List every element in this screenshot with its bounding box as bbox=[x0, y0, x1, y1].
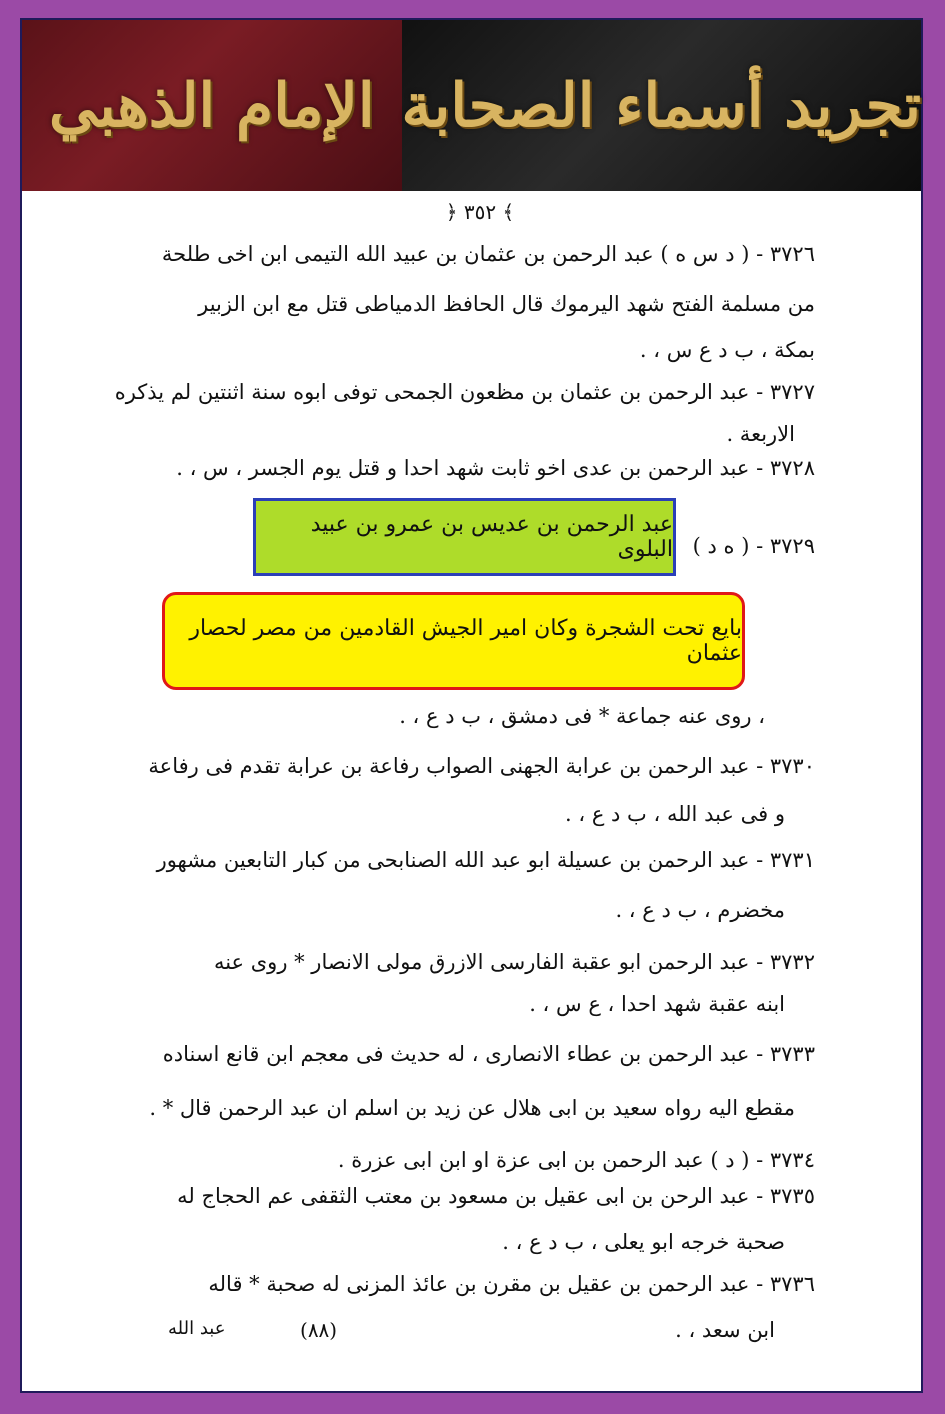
page-number-top: ﴿ ٣٥٢ ﴾ bbox=[445, 200, 515, 224]
highlight-note-box bbox=[162, 592, 745, 690]
text-line: ابن سعد ، . bbox=[675, 1318, 775, 1342]
text-line: مخضرم ، ب د ع ، . bbox=[615, 898, 785, 922]
entry-number: ٣٧٢٩ - ( ه د ) bbox=[692, 534, 815, 558]
text-line: ٣٧٢٦ - ( د س ه ) عبد الرحمن بن عثمان بن عبيد الله التيمى ابن اخى طلحة bbox=[161, 242, 815, 266]
banner-book-title: تجريد أسماء الصحابة bbox=[401, 70, 921, 141]
text-line: ٣٧٣٤ - ( د ) عبد الرحمن بن ابى عزة او ابن ابى عزرة . bbox=[337, 1148, 815, 1172]
page-number-bottom: (٨٨) bbox=[300, 1318, 338, 1342]
text-line: صحبة خرجه ابو يعلى ، ب د ع ، . bbox=[502, 1230, 785, 1254]
text-line: ٣٧٢٨ - عبد الرحمن بن عدى اخو ثابت شهد احدا و قتل يوم الجسر ، س ، . bbox=[176, 456, 815, 480]
text-line: ٣٧٣١ - عبد الرحمن بن عسيلة ابو عبد الله الصنابحى من كبار التابعين مشهور bbox=[156, 848, 815, 872]
banner-author-title: الإمام الذهبي bbox=[48, 70, 375, 141]
text-line: ٣٧٣٣ - عبد الرحمن بن عطاء الانصارى ، له حديث فى معجم ابن قانع اسناده bbox=[162, 1042, 815, 1066]
text-line: ٣٧٣٥ - عبد الرحن بن ابى عقيل بن مسعود بن معتب الثقفى عم الحجاج له bbox=[177, 1184, 815, 1208]
text-line: ابنه عقبة شهد احدا ، ع س ، . bbox=[529, 992, 785, 1016]
text-line: ، روى عنه جماعة * فى دمشق ، ب د ع ، . bbox=[399, 704, 765, 728]
text-line: ٣٧٢٧ - عبد الرحمن بن عثمان بن مظعون الجمحى توفى ابوه سنة اثنتين لم يذكره bbox=[114, 380, 815, 404]
text-line: من مسلمة الفتح شهد اليرموك قال الحافظ الدمياطى قتل مع ابن الزبير bbox=[198, 292, 815, 316]
highlight-name-box bbox=[253, 498, 676, 576]
catchword: عبد الله bbox=[168, 1318, 226, 1339]
text-line: ٣٧٣٢ - عبد الرحمن ابو عقبة الفارسى الازرق مولى الانصار * روى عنه bbox=[213, 950, 815, 974]
text-line: الاربعة . bbox=[726, 422, 795, 446]
text-line: مقطع اليه رواه سعيد بن ابى هلال عن زيد بن اسلم ان عبد الرحمن قال * . bbox=[149, 1096, 795, 1120]
highlight-name-text: عبد الرحمن بن عديس بن عمرو بن عبيد البلوى bbox=[310, 512, 673, 562]
text-line: ٣٧٣٦ - عبد الرحمن بن عقيل بن مقرن بن عائذ المزنى له صحبة * قاله bbox=[208, 1272, 815, 1296]
text-line: بمكة ، ب د ع س ، . bbox=[639, 338, 815, 362]
text-line: و فى عبد الله ، ب د ع ، . bbox=[565, 802, 785, 826]
highlight-note-text: بايع تحت الشجرة وكان امير الجيش القادمين من مصر لحصار عثمان bbox=[189, 616, 742, 666]
text-line: ٣٧٣٠ - عبد الرحمن بن عرابة الجهنى الصواب رفاعة بن عرابة تقدم فى رفاعة bbox=[148, 754, 815, 778]
